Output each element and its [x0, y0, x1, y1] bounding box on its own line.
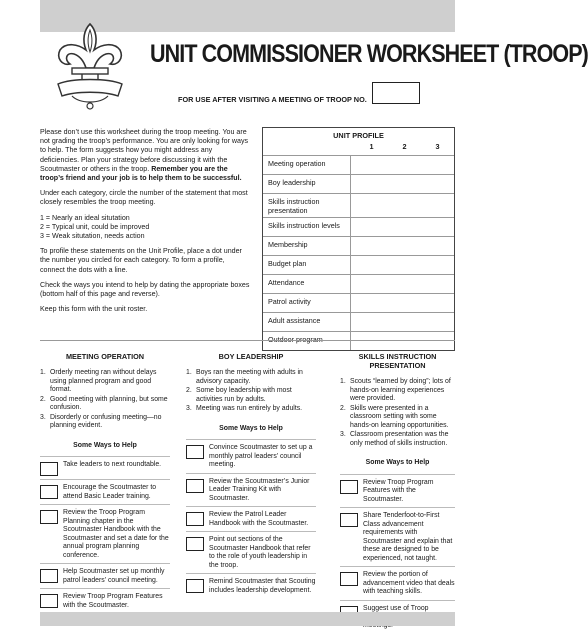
intro-paragraph-4: Check the ways you intend to help by dating the appropriate boxes (bottom half of this page and reverse).	[40, 280, 250, 299]
profile-row-label: Skills instruction levels	[263, 218, 351, 236]
unit-profile-columns	[263, 142, 454, 155]
meeting-operation-section	[40, 352, 170, 613]
statement-item[interactable]	[340, 431, 455, 448]
statement-item[interactable]	[186, 387, 316, 404]
profile-row-label: Meeting operation	[263, 156, 351, 174]
profile-row[interactable]	[263, 236, 454, 255]
profile-column-label: 2	[402, 142, 407, 151]
statement-list	[40, 369, 170, 431]
help-text: Help Scoutmaster set up monthly patrol leaders’ council meeting.	[63, 568, 165, 584]
section-heading: BOY LEADERSHIP	[218, 352, 284, 361]
help-text: Review the Scoutmaster’s Junior Leader Training Kit with Scoutmaster.	[209, 477, 310, 502]
profile-row-label: Skills instruction presentation	[263, 194, 351, 217]
statement-text: Classroom presentation was the only method of skills instruction.	[350, 431, 449, 447]
statement-item[interactable]	[40, 369, 170, 395]
intro-paragraph-1	[40, 128, 250, 183]
help-item	[340, 566, 455, 600]
statement-text: Good meeting with planning, but some confusion.	[50, 395, 168, 411]
help-text: Take leaders to next roundtable.	[63, 461, 162, 468]
rating-scale-item: 3 = Weak situtation, needs action	[40, 232, 145, 241]
help-text: Review the Troop Program Planning chapter in the Scoutmaster Handbook with the Scoutmaster and set a date for the annual program planning conference.	[63, 509, 169, 559]
statement-number: 2.	[340, 404, 346, 412]
profile-row-label: Attendance	[263, 275, 351, 293]
statement-item[interactable]	[40, 396, 170, 413]
statement-text: Boys ran the meeting with adults in advisory capacity.	[196, 369, 303, 385]
section-divider	[40, 340, 455, 341]
help-heading: Some Ways to Help	[73, 441, 137, 449]
profile-row-label: Budget plan	[263, 256, 351, 274]
help-item	[186, 573, 316, 598]
statement-number: 2.	[186, 387, 192, 394]
statement-text: Skills were presented in a classroom setting with some hands-on learning opportunities.	[350, 404, 449, 429]
help-item	[340, 507, 455, 566]
help-item	[186, 473, 316, 507]
help-item	[40, 588, 170, 613]
help-text: Share Tenderfoot-to-First Class advancement requirements with Scoutmaster and explain that these are designed to be experienced, not taught.	[363, 512, 453, 562]
help-text: Remind Scoutmaster that Scouting includes leadership development.	[209, 578, 316, 594]
rating-scale-item: 2 = Typical unit, could be improved	[40, 222, 150, 231]
statement-item[interactable]	[40, 414, 170, 431]
profile-row-label	[263, 332, 351, 350]
profile-row-label: Patrol activity	[263, 294, 351, 312]
help-item	[40, 479, 170, 504]
intro-paragraph-1-emphasis: Remember you are the troop’s friend and your job is to help them to be successful.	[40, 164, 242, 183]
intro-paragraph-3: To profile these statements on the Unit Profile, place a dot under the number you circled for each category. To form a profile, connect the dots with a line.	[40, 247, 242, 274]
help-item	[340, 474, 455, 508]
statement-text: Disorderly or confusing meeting—no planning evident.	[50, 413, 162, 429]
profile-row-label: Adult assistance	[263, 313, 351, 331]
help-text: Review Troop Program Features with the Scoutmaster.	[363, 478, 434, 503]
profile-column-label: 3	[435, 142, 440, 151]
troop-number-field[interactable]	[372, 82, 420, 104]
help-item	[40, 563, 170, 588]
help-text: Suggest use of Troop	[363, 604, 429, 612]
date-checkbox[interactable]	[340, 480, 358, 494]
page-title: UNIT COMMISSIONER WORKSHEET (TROOP)	[150, 40, 588, 68]
help-item	[186, 439, 316, 473]
help-heading: Some Ways to Help	[219, 424, 283, 432]
statement-item[interactable]	[186, 405, 316, 414]
date-checkbox[interactable]	[40, 462, 58, 476]
help-text: Review the portion of advancement video that deals with teaching skills.	[363, 571, 455, 595]
date-checkbox[interactable]	[340, 572, 358, 586]
statement-text: Orderly meeting ran without delays using planned program and good format.	[50, 369, 157, 393]
date-checkbox[interactable]	[186, 479, 204, 493]
date-checkbox[interactable]	[186, 445, 204, 459]
profile-row[interactable]	[263, 274, 454, 293]
date-checkbox[interactable]	[40, 594, 58, 608]
section-heading: MEETING OPERATION	[65, 352, 145, 361]
date-checkbox[interactable]	[40, 510, 58, 524]
statement-number: 3.	[340, 431, 346, 438]
rating-scale	[40, 214, 250, 242]
statement-number: 1.	[40, 369, 46, 376]
statement-item[interactable]	[340, 405, 455, 431]
date-checkbox[interactable]	[186, 537, 204, 551]
page-subtitle: FOR USE AFTER VISITING A MEETING OF TROOP NO.	[178, 95, 367, 104]
scout-emblem-logo	[52, 20, 128, 116]
help-item	[186, 531, 316, 573]
intro-text	[40, 128, 250, 320]
skills-instruction-section	[340, 352, 455, 633]
profile-row[interactable]	[263, 312, 454, 331]
help-text: Encourage the Scoutmaster to attend Basic Leader training.	[63, 484, 157, 500]
date-checkbox[interactable]	[40, 485, 58, 499]
profile-row[interactable]	[263, 293, 454, 312]
date-checkbox[interactable]	[186, 512, 204, 526]
intro-paragraph-1-text: Please don’t use this worksheet during the troop meeting. You are not grading the troop’s performance. You are only looking for ways to help. The form suggests how you might address any deficiencies. Plan your strategy before discussing it with the Scoutmaster or others in the troop.	[40, 128, 249, 173]
section-heading: SKILLS INSTRUCTION PRESENTATION	[358, 352, 437, 370]
date-checkbox[interactable]	[40, 569, 58, 583]
intro-paragraph-5: Keep this form with the unit roster.	[40, 305, 148, 314]
profile-row[interactable]	[263, 217, 454, 236]
statement-number: 2.	[40, 395, 46, 403]
help-text: Point out sections of the Scoutmaster Handbook that refer to the role of youth leadership in the troop.	[209, 536, 311, 569]
help-item	[186, 506, 316, 531]
statement-number: 1.	[340, 378, 346, 385]
profile-row[interactable]	[263, 255, 454, 274]
date-checkbox[interactable]	[186, 579, 204, 593]
statement-text: Meeting was run entirely by adults.	[196, 405, 303, 412]
profile-row-label: Membership	[263, 237, 351, 255]
statement-list	[340, 378, 455, 448]
rating-scale-item: 1 = Nearly an ideal situtation	[40, 213, 130, 222]
profile-row[interactable]	[263, 155, 454, 174]
statement-item[interactable]	[340, 378, 455, 404]
statement-list	[186, 369, 316, 414]
unit-profile-table	[262, 127, 455, 351]
intro-paragraph-2: Under each category, circle the number of the statement that most closely resembles the troop meeting.	[40, 189, 248, 207]
help-text: Convince Scoutmaster to set up a monthly patrol leaders’ council meeting.	[209, 444, 313, 468]
date-checkbox[interactable]	[340, 513, 358, 527]
statement-item[interactable]	[186, 369, 316, 386]
bottom-bar	[40, 612, 455, 626]
statement-number: 3.	[40, 413, 46, 421]
help-item	[40, 504, 170, 563]
profile-row[interactable]	[263, 193, 454, 217]
help-text: Review the Patrol Leader Handbook with the Scoutmaster.	[209, 511, 309, 527]
profile-row[interactable]	[263, 174, 454, 193]
profile-row-label: Boy leadership	[263, 175, 351, 193]
statement-number: 1.	[186, 369, 192, 376]
statement-text: Scouts “learned by doing”; lots of hands-on learning experiences were provided.	[350, 378, 451, 402]
boy-leadership-section	[186, 352, 316, 598]
profile-column-label: 1	[369, 142, 374, 151]
help-heading: Some Ways to Help	[365, 459, 430, 466]
statement-text: Some boy leadership with most activities run by adults.	[196, 387, 292, 403]
help-item	[40, 456, 170, 479]
help-text: Review Troop Program Features with the Scoutmaster.	[63, 593, 163, 609]
statement-number: 3.	[186, 405, 192, 412]
unit-profile-heading: UNIT PROFILE	[333, 131, 384, 140]
